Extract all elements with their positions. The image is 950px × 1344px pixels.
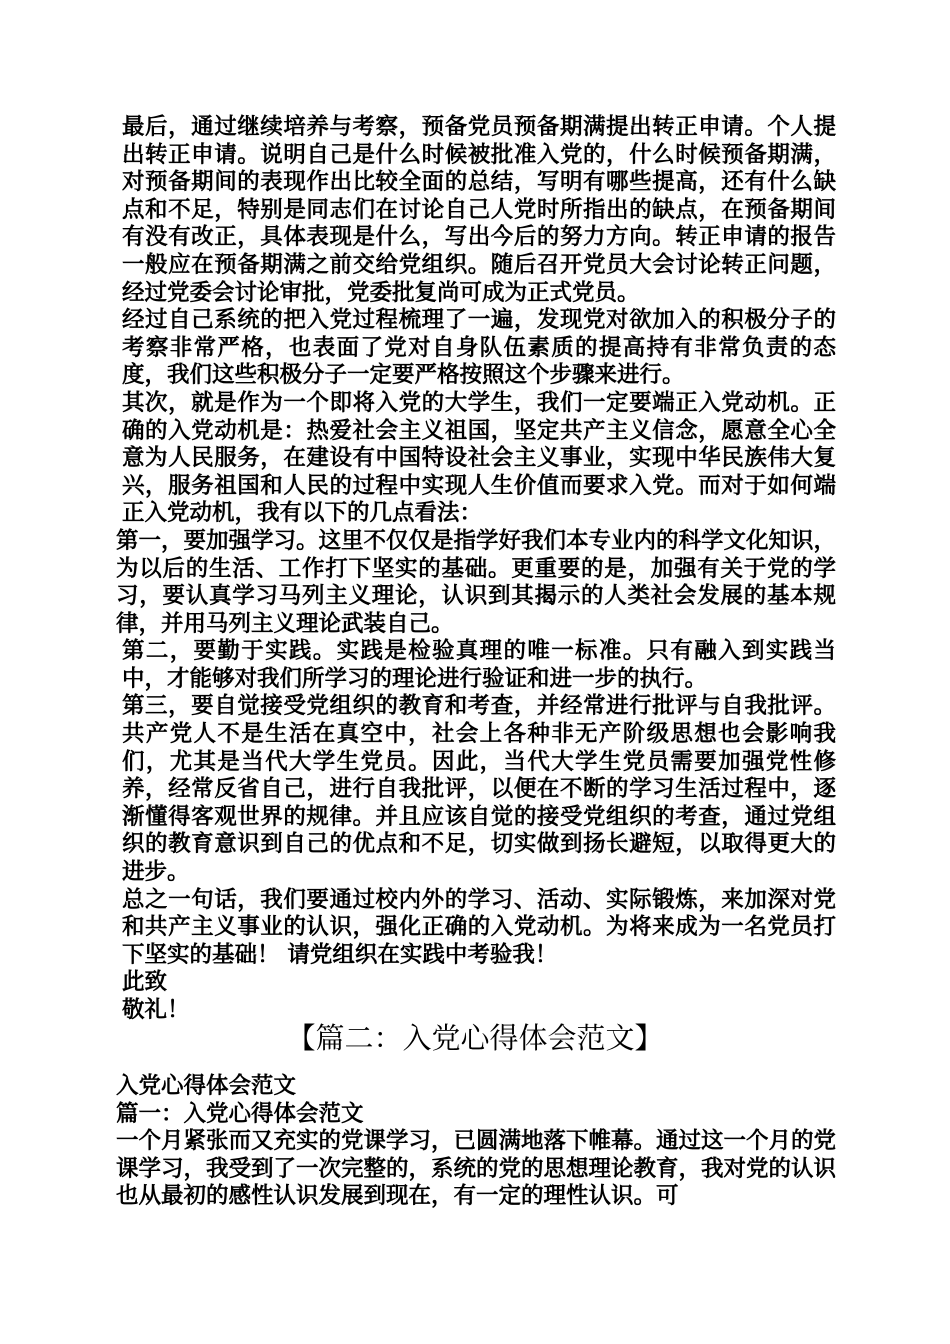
section-two-title: 入党心得体会范文 xyxy=(116,1073,297,1099)
section-two xyxy=(116,1073,836,1211)
section-heading: 【篇二：入党心得体会范文】 xyxy=(286,1021,664,1055)
section-two-subtitle: 篇一：入党心得体会范文 xyxy=(116,1100,364,1127)
paragraph-point-one: 第一，要加强学习。这里不仅仅是指学好我们本专业内的科学文化知识，为以后的生活、工作打下坚实的基础。更重要的是，加强有关于党的学习，要认真学习马列主义理论，认识到其揭示的人类社会发展的基本规律，并用马列主义理论武装自己。 xyxy=(116,527,837,637)
paragraph-conversion-application: 最后，通过继续培养与考察，预备党员预备期满提出转正申请。个人提出转正申请。说明自己是什么时候被批准入党的，什么时候预备期满，对预备期间的表现作出比较全面的总结，写明有哪些提高，还有什么缺点和不足，特别是同志们在讨论自己人党时所指出的缺点，在预备期间有没有改正，具体表现是什么，写出今后的努力方向。转正申请的报告一般应在预备期满之前交给党组织。随后召开党员大会讨论转正问题，经过党委会讨论审批，党委批复尚可成为正式党员。 xyxy=(122,114,836,306)
closing-salutation: 此致 xyxy=(122,969,168,996)
paragraph-process-review: 经过自己系统的把入党过程梳理了一遍，发现党对欲加入的积极分子的考察非常严格，也表面了党对自身队伍素质的提高持有非常负责的态度，我们这些积极分子一定要严格按照这个步骤来进行。 xyxy=(122,307,836,389)
closing-regards: 敬礼！ xyxy=(122,997,190,1023)
paragraph-motivation: 其次，就是作为一个即将入党的大学生，我们一定要端正入党动机。正确的入党动机是：热爱社会主义祖国，坚定共产主义信念，愿意全心全意为人民服务，在建设有中国特设社会主义事业，实现中华民族伟大复兴，服务祖国和人民的过程中实现人生价值而要求入党。而对于如何端正入党动机，我有以下的几点看法： xyxy=(122,389,836,527)
paragraph-point-two: 第二，要勤于实践。实践是检验真理的唯一标准。只有融入到实践当中，才能够对我们所学习的理论进行验证和进一步的执行。 xyxy=(122,638,836,692)
document-body xyxy=(116,114,836,1025)
paragraph-point-three: 第三，要自觉接受党组织的教育和考查，并经常进行批评与自我批评。共产党人不是生活在真空中，社会上各种非无产阶级思想也会影响我们，尤其是当代大学生党员。因此，当代大学生党员需要加强党性修养，经常反省自己，进行自我批评，以便在不断的学习生活过程中，逐渐懂得客观世界的规律。并且应该自觉的接受党组织的考查，通过党组织的教育意识到自己的优点和不足，切实做到扬长避短，以取得更大的进步。 xyxy=(122,693,836,886)
paragraph-conclusion: 总之一句话，我们要通过校内外的学习、活动、实际锻炼，来加深对党和共产主义事业的认识，强化正确的入党动机。为将来成为一名党员打下坚实的基础！ 请党组织在实践中考验我！ xyxy=(122,886,836,968)
section-two-paragraph: 一个月紧张而又充实的党课学习，已圆满地落下帷幕。通过这一个月的党课学习，我受到了一次完整的，系统的党的思想理论教育，我对党的认识也从最初的感性认识发展到现在，有一定的理性认识。可 xyxy=(116,1128,837,1210)
